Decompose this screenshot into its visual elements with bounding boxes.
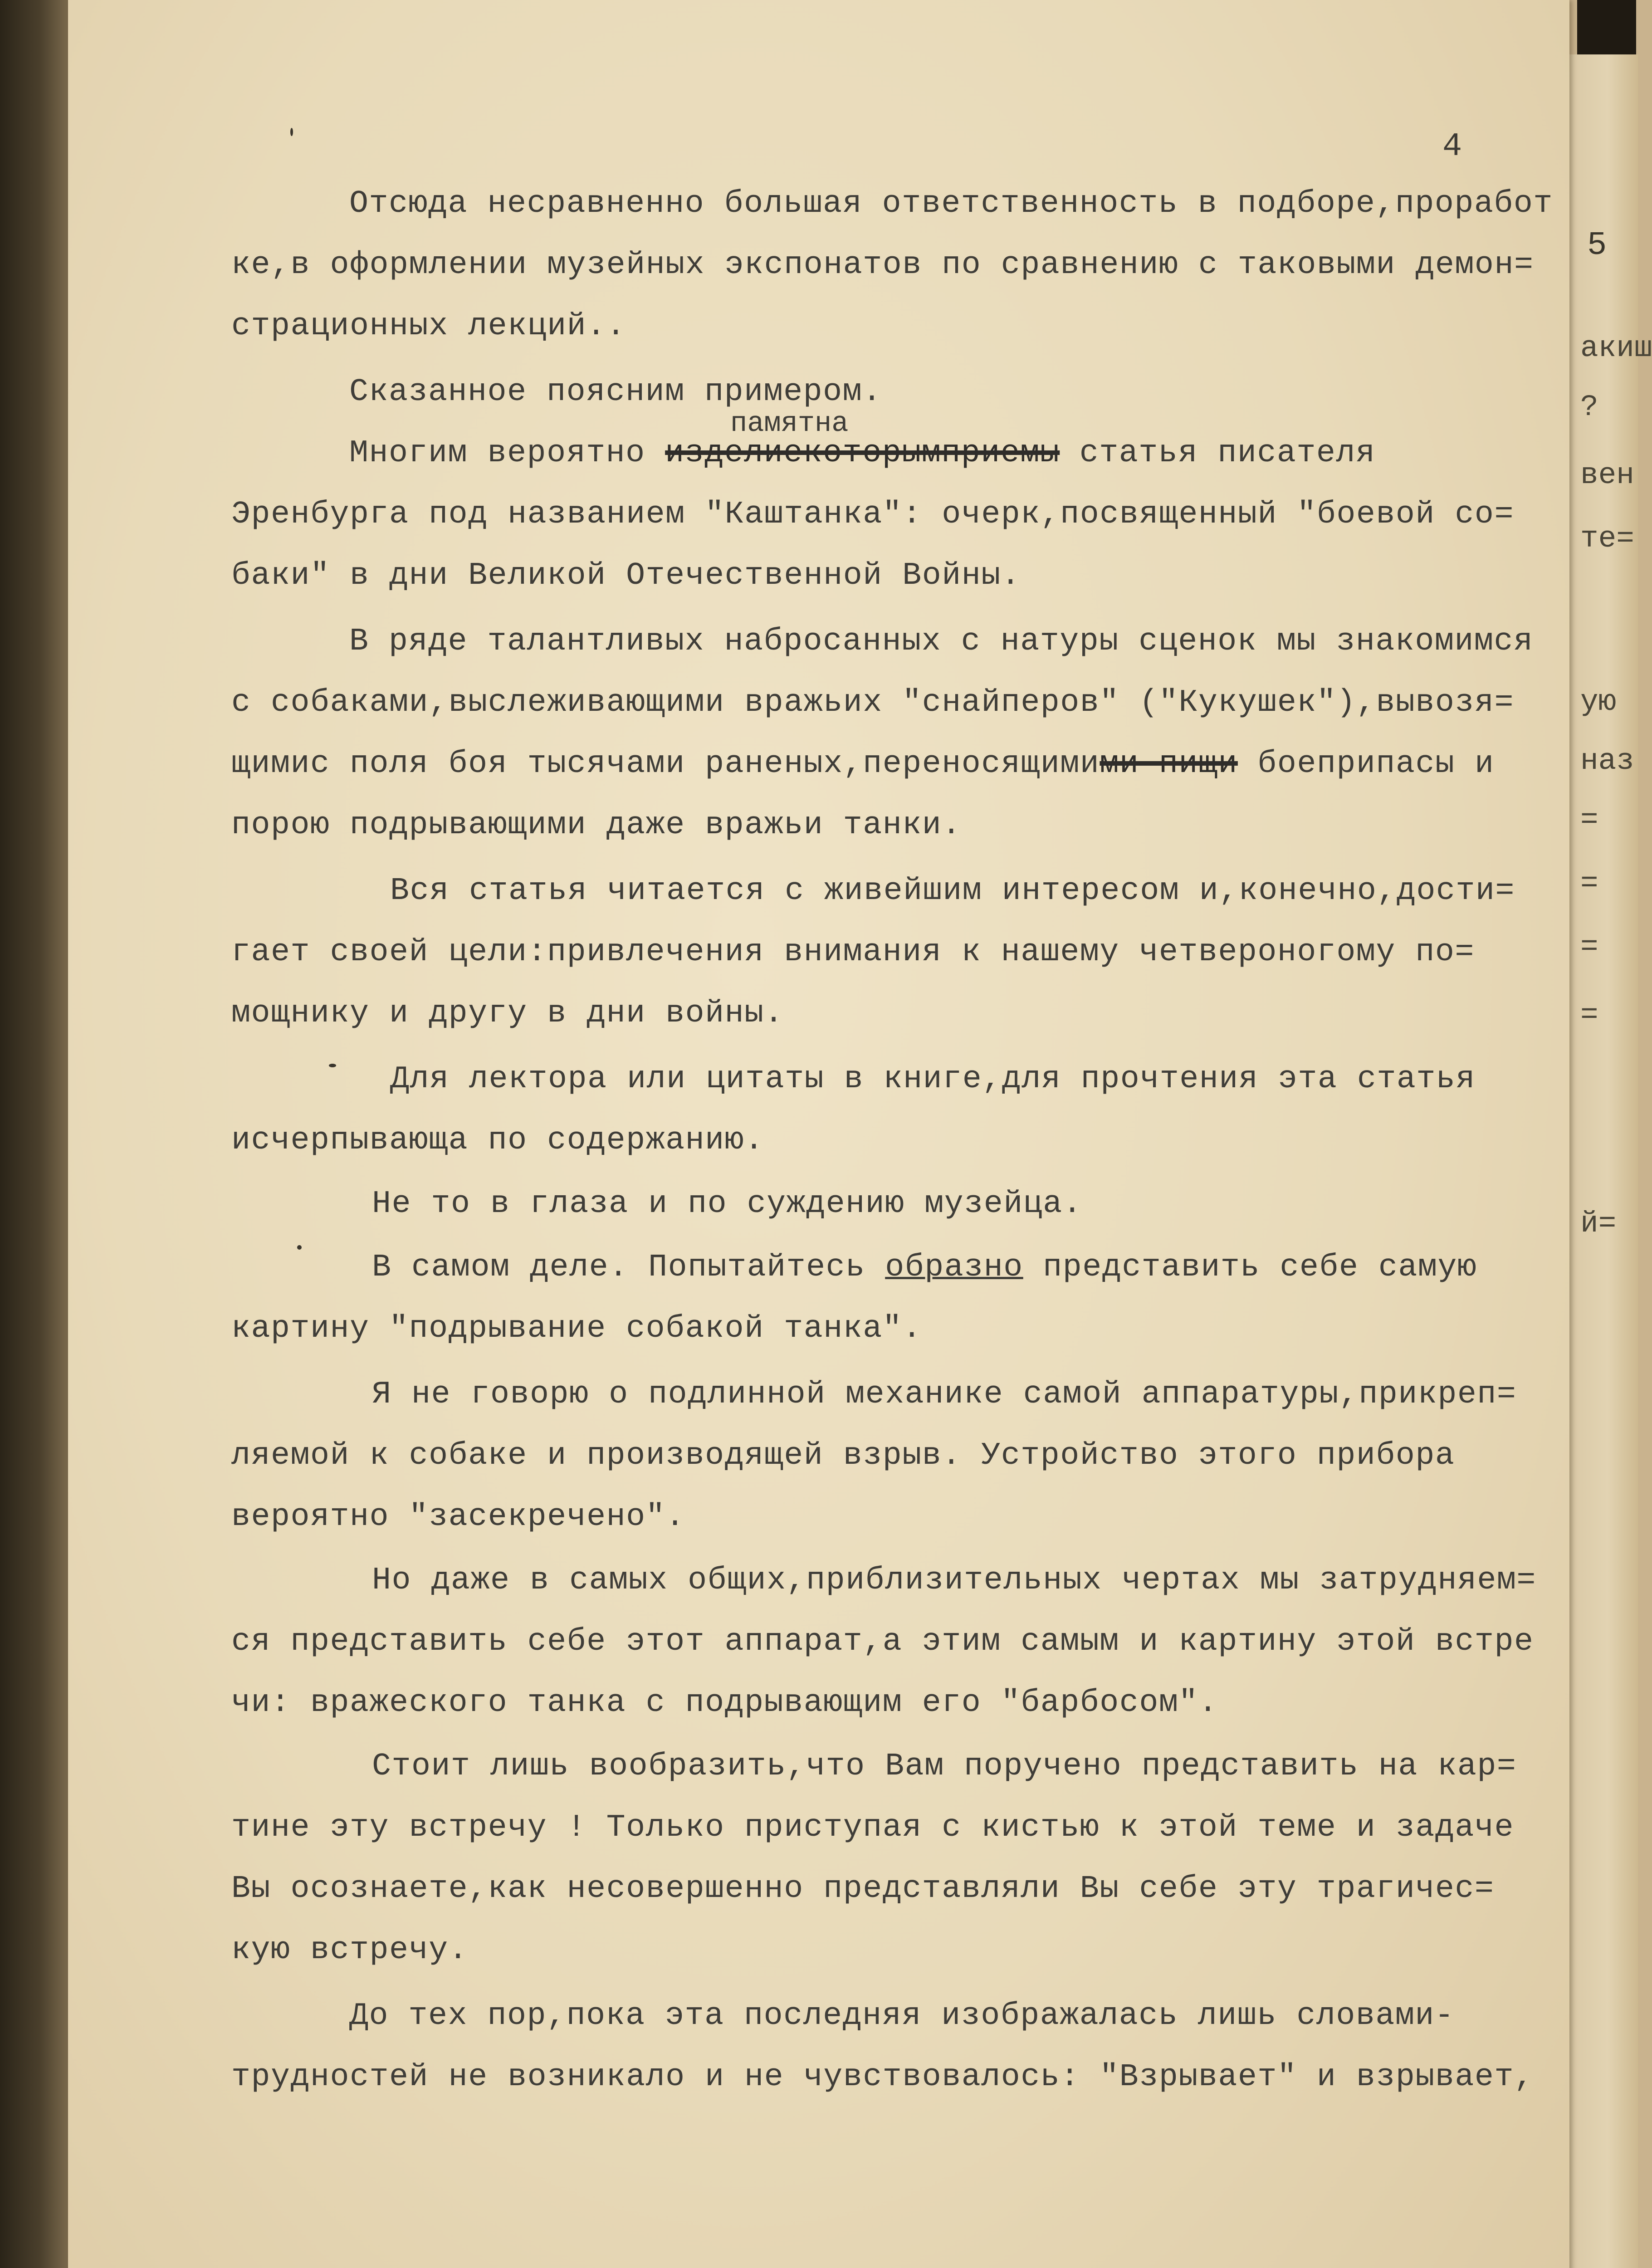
text-line: кую встречу. — [231, 1932, 469, 1968]
next-sheet-fragment: акиш — [1580, 331, 1652, 365]
ink-dot — [297, 1245, 302, 1250]
text-segment: щимис поля боя тысячами раненых,переносящими — [231, 746, 1100, 782]
text-segment: Многим вероятно — [349, 435, 645, 471]
text-line: порою подрывающими даже вражьи танки. — [231, 807, 962, 843]
text-line: Отсюда несравненно большая ответственность в подборе,проработ — [349, 186, 1553, 222]
text-line: До тех пор,пока эта последняя изображалась лишь словами- — [349, 1998, 1455, 2034]
text-line: исчерпывающа по содержанию. — [231, 1123, 764, 1158]
text-line: Вся статья читается с живейшим интересом и,конечно,дости= — [390, 873, 1515, 909]
next-sheet-fragment: = — [1580, 930, 1598, 964]
text-line: Но даже в самых общих,приблизительных чертах мы затрудняем= — [372, 1563, 1536, 1598]
ink-dot — [329, 1064, 336, 1067]
next-sheet-fragment: = — [1580, 803, 1598, 837]
text-line: баки" в дни Великой Отечественной Войны. — [231, 558, 1021, 594]
next-sheet-fragment: ую — [1580, 685, 1617, 719]
text-line — [231, 744, 1494, 785]
scanner-bed-left — [0, 0, 79, 2268]
text-line: ся представить себе этот аппарат,а этим самым и картину этой встре — [231, 1624, 1534, 1660]
next-page-number: 5 — [1587, 227, 1607, 264]
page-number: 4 — [1442, 128, 1462, 165]
next-sheet-fragment: ? — [1580, 390, 1598, 424]
text-segment: В самом деле. Попытайтесь — [372, 1250, 865, 1286]
text-line: страционных лекций.. — [231, 308, 626, 344]
next-sheet-fragment: вен — [1580, 458, 1634, 492]
text-segment: боеприпасы и — [1257, 746, 1495, 782]
text-line: чи: вражеского танка с подрывающим его "барбосом". — [231, 1685, 1218, 1721]
text-line: тине эту встречу ! Только приступая с кистью к этой теме и задаче — [231, 1810, 1514, 1846]
text-line: Вы осознаете,как несовершенно представляли Вы себе эту трагичес= — [231, 1871, 1495, 1907]
next-sheet-fragment: те= — [1580, 522, 1634, 556]
text-line: Я не говорю о подлинной механике самой аппаратуры,прикреп= — [372, 1377, 1517, 1413]
text-line: Эренбурга под названием "Каштанка": очерк,посвященный "боевой со= — [231, 497, 1514, 533]
next-sheet-fragment: й= — [1580, 1207, 1617, 1241]
text-line: ляемой к собаке и производящей взрыв. Устройство этого прибора — [231, 1438, 1455, 1474]
text-line — [349, 433, 1375, 474]
handwritten-insertion: памятна — [730, 407, 849, 440]
next-sheet-fragment: = — [1580, 998, 1598, 1032]
text-line: Не то в глаза и по суждению музейца. — [372, 1186, 1083, 1222]
struck-text: ми пищи — [1100, 746, 1238, 782]
text-line: В ряде талантливых набросанных с натуры сценок мы знакомимся — [349, 624, 1534, 660]
underlined-word: образно — [885, 1250, 1023, 1286]
text-segment: статья писателя — [1079, 435, 1376, 471]
typed-page — [68, 0, 1569, 2268]
text-line — [372, 1247, 1477, 1288]
text-line: мощнику и другу в дни войны. — [231, 996, 784, 1031]
struck-text: изделиекоторымприемы — [665, 435, 1060, 471]
next-sheet-fragment: = — [1580, 866, 1598, 900]
text-line: Стоит лишь вообразить,что Вам поручено представить на кар= — [372, 1749, 1517, 1784]
next-sheet-fragment: наз — [1580, 744, 1634, 778]
text-line: гает своей цели:привлечения внимания к нашему четвероногому по= — [231, 934, 1475, 970]
text-line: ке,в оформлении музейных экспонатов по сравнению с таковыми демон= — [231, 247, 1534, 283]
text-line: Сказанное поясним примером. — [349, 374, 882, 410]
next-sheet-edge — [1560, 54, 1652, 2268]
text-segment: представить себе самую — [1043, 1250, 1477, 1286]
text-line: трудностей не возникало и не чувствовалось: "Взрывает" и взрывает, — [231, 2059, 1534, 2095]
text-line: Для лектора или цитаты в книге,для прочтения эта статья — [390, 1061, 1476, 1097]
ink-dot — [290, 128, 293, 136]
text-line: вероятно "засекречено". — [231, 1499, 685, 1535]
text-line: картину "подрывание собакой танка". — [231, 1311, 922, 1347]
text-line: с собаками,выслеживающими вражьих "снайперов" ("Кукушек"),вывозя= — [231, 685, 1514, 721]
